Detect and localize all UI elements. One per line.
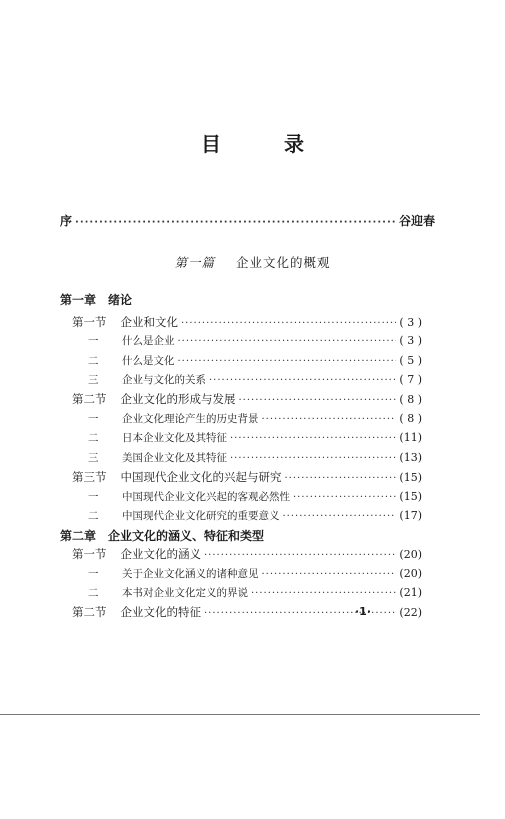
- toc-page-number: ( 5 ): [399, 354, 422, 367]
- toc-section-label: 第二节: [72, 392, 107, 406]
- toc-chapter-label: 第一章: [60, 293, 97, 307]
- toc-section-row: [72, 391, 422, 409]
- toc-section-row: [72, 469, 422, 487]
- leader-dots: [204, 550, 396, 561]
- toc-section-label: 第三节: [72, 470, 107, 484]
- leader-dots: [239, 395, 397, 406]
- leader-dots: [262, 569, 397, 580]
- toc-page-number: (20): [399, 567, 422, 580]
- leader-dots: [75, 217, 396, 228]
- toc-sub-title: 中国现代企业文化兴起的客观必然性: [122, 491, 290, 503]
- toc-section-title: 企业文化的特征: [120, 605, 201, 619]
- toc-sub-row: [88, 566, 422, 584]
- toc-sub-label: 二: [88, 432, 99, 444]
- leader-dots: [230, 433, 396, 444]
- toc-sub-title: 什么是文化: [122, 355, 175, 367]
- toc-page-number: ( 8 ): [399, 393, 422, 406]
- toc-sub-row: [88, 489, 422, 507]
- leader-dots: [293, 492, 396, 503]
- toc-chapter-row: [60, 291, 360, 309]
- toc-sub-row: [88, 508, 422, 526]
- toc-page-number: ( 8 ): [399, 412, 422, 425]
- toc-sub-row: [88, 430, 422, 448]
- toc-sub-label: 一: [88, 491, 99, 503]
- toc-sub-label: 二: [88, 587, 99, 599]
- leader-dots: [230, 453, 396, 464]
- toc-sub-label: 一: [88, 413, 99, 425]
- toc-sub-label: 三: [88, 374, 99, 386]
- toc-page-number: (22): [399, 606, 422, 619]
- toc-sub-label: 一: [88, 568, 99, 580]
- toc-page-number: (15): [399, 471, 422, 484]
- part-title: 企业文化的概观: [235, 255, 331, 270]
- toc-page-number: (21): [399, 586, 422, 599]
- toc-sub-row: [88, 372, 422, 390]
- toc-section-title: 企业文化的形成与发展: [120, 392, 236, 406]
- preface-author: 谷迎春: [398, 214, 435, 228]
- page-number: ·1·: [355, 605, 372, 618]
- toc-section-label: 第二节: [72, 605, 107, 619]
- toc-sub-label: 三: [88, 452, 99, 464]
- toc-chapter-title: 企业文化的涵义、特征和类型: [108, 529, 265, 543]
- toc-sub-label: 二: [88, 355, 99, 367]
- leader-dots: [178, 356, 397, 367]
- toc-sub-title: 中国现代企业文化研究的重要意义: [122, 510, 280, 522]
- toc-page-number: ( 3 ): [399, 316, 422, 329]
- part-heading: [0, 253, 505, 271]
- toc-chapter-title: 绪论: [108, 293, 133, 307]
- toc-page-number: (11): [399, 431, 422, 444]
- toc-section-title: 企业文化的涵义: [120, 547, 201, 561]
- leader-dots: [178, 336, 397, 347]
- toc-sub-row: [88, 411, 422, 429]
- toc-chapter-row: [60, 527, 360, 545]
- toc-section-label: 第一节: [72, 315, 107, 329]
- toc-section-row: [72, 546, 422, 564]
- leader-dots: [283, 511, 397, 522]
- preface-label: 序: [60, 214, 73, 228]
- leader-dots: [209, 375, 396, 386]
- leader-dots: [251, 588, 396, 599]
- leader-dots: [285, 473, 397, 484]
- toc-section-title: 企业和文化: [120, 315, 178, 329]
- toc-sub-label: 一: [88, 335, 99, 347]
- toc-sub-title: 关于企业文化涵义的诸种意见: [122, 568, 259, 580]
- toc-page-number: (13): [399, 451, 422, 464]
- toc-page-number: ( 3 ): [399, 334, 422, 347]
- toc-sub-row: [88, 333, 422, 351]
- toc-section-label: 第一节: [72, 547, 107, 561]
- toc-sub-title: 企业文化理论产生的历史背景: [122, 413, 259, 425]
- toc-sub-title: 什么是企业: [122, 335, 175, 347]
- bottom-rule: [0, 714, 480, 715]
- toc-sub-row: [88, 450, 422, 468]
- toc-sub-row: [88, 585, 422, 603]
- toc-page-number: (15): [399, 490, 422, 503]
- toc-page-number: ( 7 ): [399, 373, 422, 386]
- leader-dots: [262, 414, 397, 425]
- preface-row: [60, 212, 435, 230]
- toc-sub-label: 二: [88, 510, 99, 522]
- part-label: 第一篇: [174, 255, 215, 270]
- page-title: 目 录: [201, 132, 332, 156]
- toc-sub-title: 本书对企业文化定义的界说: [122, 587, 248, 599]
- toc-page-number: (20): [399, 548, 422, 561]
- toc-sub-title: 日本企业文化及其特征: [122, 432, 227, 444]
- toc-section-row: [72, 314, 422, 332]
- toc-page-number: (17): [399, 509, 422, 522]
- toc-chapter-label: 第二章: [60, 529, 97, 543]
- toc-section-title: 中国现代企业文化的兴起与研究: [120, 470, 282, 484]
- toc-sub-title: 企业与文化的关系: [122, 374, 206, 386]
- toc-sub-title: 美国企业文化及其特征: [122, 452, 227, 464]
- leader-dots: [181, 318, 396, 329]
- toc-sub-row: [88, 353, 422, 371]
